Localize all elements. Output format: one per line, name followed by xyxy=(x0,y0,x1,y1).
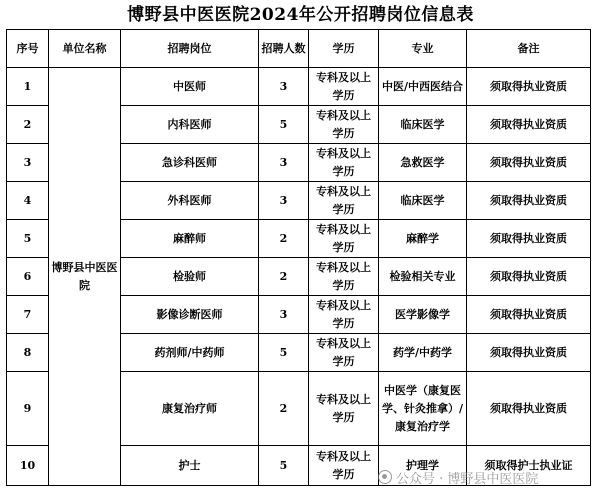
table-row xyxy=(7,68,591,106)
cell-position: 影像诊断医师 xyxy=(121,296,259,334)
cell-count: 5 xyxy=(259,446,309,486)
cell-count: 2 xyxy=(259,372,309,446)
header-education: 学历 xyxy=(309,30,379,68)
cell-education: 专科及以上学历 xyxy=(309,446,379,486)
cell-major: 护理学 xyxy=(379,446,467,486)
cell-education: 专科及以上学历 xyxy=(309,182,379,220)
cell-position: 麻醉师 xyxy=(121,220,259,258)
cell-no: 6 xyxy=(7,258,49,296)
document-title: 博野县中医医院2024年公开招聘岗位信息表 xyxy=(127,5,474,25)
cell-no: 10 xyxy=(7,446,49,486)
cell-remark: 须取得执业资质 xyxy=(467,68,591,106)
cell-major: 检验相关专业 xyxy=(379,258,467,296)
cell-count: 3 xyxy=(259,182,309,220)
cell-major: 麻醉学 xyxy=(379,220,467,258)
cell-major: 临床医学 xyxy=(379,106,467,144)
cell-major: 临床医学 xyxy=(379,182,467,220)
cell-no: 8 xyxy=(7,334,49,372)
cell-remark: 须取得执业资质 xyxy=(467,372,591,446)
cell-education: 专科及以上学历 xyxy=(309,296,379,334)
cell-no: 1 xyxy=(7,68,49,106)
cell-no: 3 xyxy=(7,144,49,182)
table-header-row xyxy=(7,30,591,68)
cell-position: 急诊科医师 xyxy=(121,144,259,182)
cell-major: 药学/中药学 xyxy=(379,334,467,372)
cell-education: 专科及以上学历 xyxy=(309,68,379,106)
cell-education: 专科及以上学历 xyxy=(309,334,379,372)
watermark-text: 公众号 · 博野县中医医院 xyxy=(396,471,539,487)
cell-major: 中医/中西医结合 xyxy=(379,68,467,106)
header-count: 招聘人数 xyxy=(259,30,309,68)
cell-count: 2 xyxy=(259,258,309,296)
cell-count: 3 xyxy=(259,296,309,334)
cell-education: 专科及以上学历 xyxy=(309,258,379,296)
header-position: 招聘岗位 xyxy=(121,30,259,68)
cell-remark: 须取得执业资质 xyxy=(467,220,591,258)
cell-no: 7 xyxy=(7,296,49,334)
header-unit: 单位名称 xyxy=(49,30,121,68)
cell-major: 医学影像学 xyxy=(379,296,467,334)
cell-education: 专科及以上学历 xyxy=(309,144,379,182)
cell-count: 3 xyxy=(259,68,309,106)
cell-position: 检验师 xyxy=(121,258,259,296)
cell-no: 9 xyxy=(7,372,49,446)
recruitment-table xyxy=(6,29,591,486)
header-no: 序号 xyxy=(7,30,49,68)
cell-education: 专科及以上学历 xyxy=(309,220,379,258)
header-remark: 备注 xyxy=(467,30,591,68)
cell-no: 2 xyxy=(7,106,49,144)
cell-count: 5 xyxy=(259,334,309,372)
cell-position: 内科医师 xyxy=(121,106,259,144)
cell-major: 急救医学 xyxy=(379,144,467,182)
cell-major: 中医学（康复医学、针灸推拿）/康复治疗学 xyxy=(379,372,467,446)
cell-position: 药剂师/中药师 xyxy=(121,334,259,372)
cell-position: 康复治疗师 xyxy=(121,372,259,446)
cell-education: 专科及以上学历 xyxy=(309,372,379,446)
cell-count: 5 xyxy=(259,106,309,144)
cell-count: 3 xyxy=(259,144,309,182)
cell-position: 外科医师 xyxy=(121,182,259,220)
cell-remark: 须取得执业资质 xyxy=(467,334,591,372)
header-major: 专业 xyxy=(379,30,467,68)
cell-education: 专科及以上学历 xyxy=(309,106,379,144)
cell-remark: 须取得执业资质 xyxy=(467,182,591,220)
cell-remark: 须取得执业资质 xyxy=(467,144,591,182)
cell-position: 护士 xyxy=(121,446,259,486)
cell-no: 4 xyxy=(7,182,49,220)
cell-remark: 须取得执业资质 xyxy=(467,296,591,334)
cell-count: 2 xyxy=(259,220,309,258)
cell-remark: 须取得护士执业证 xyxy=(467,446,591,486)
cell-no: 5 xyxy=(7,220,49,258)
cell-remark: 须取得执业资质 xyxy=(467,106,591,144)
cell-position: 中医师 xyxy=(121,68,259,106)
cell-unit-name: 博野县中医医院 xyxy=(49,68,121,486)
cell-remark: 须取得执业资质 xyxy=(467,258,591,296)
